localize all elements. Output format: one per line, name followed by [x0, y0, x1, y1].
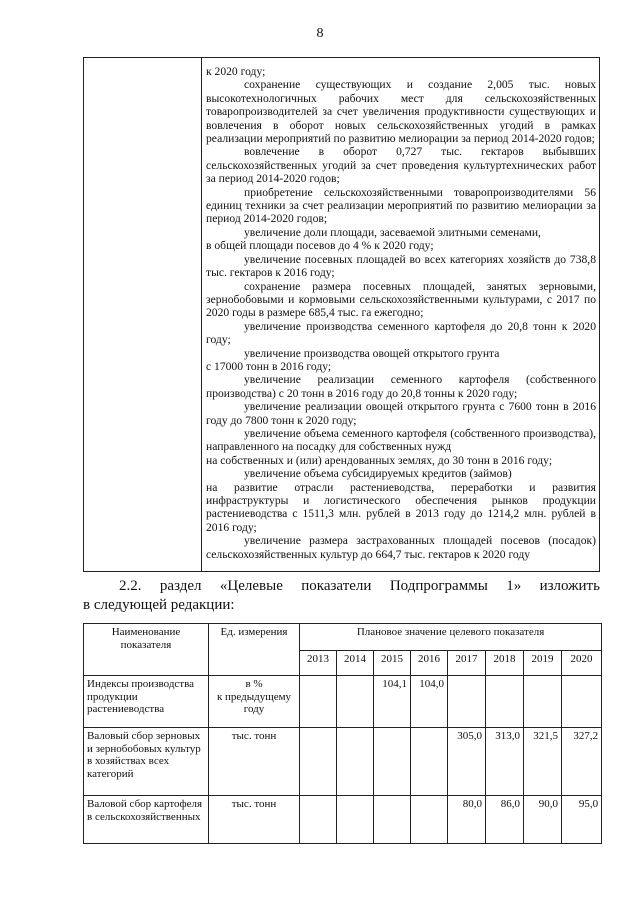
value-cell — [448, 676, 486, 728]
header-year: 2014 — [337, 651, 374, 676]
result-paragraph: увеличение производства овощей открытого грунта — [244, 346, 500, 360]
header-year: 2020 — [562, 651, 602, 676]
measures-table-fragment — [83, 57, 600, 572]
value-cell — [300, 728, 337, 796]
section-intro-word: 2.2. — [119, 578, 142, 594]
unit-cell: тыс. тонн — [209, 728, 300, 796]
empty-label-cell — [84, 58, 202, 571]
section-intro-word: изложить — [539, 578, 600, 594]
value-cell: 95,0 — [562, 796, 602, 844]
result-paragraph: на развитие отрасли растениеводства, переработки и развития инфраструктуры и логистического обеспечения рынков продукции растениеводства с 1511,3 млн. рублей в 2013 году до 1214,2 млн. рублей в 2016 году; — [206, 480, 596, 534]
result-paragraph: увеличение доли площади, засеваемой элитными семенами, — [244, 225, 541, 239]
value-cell — [374, 728, 411, 796]
section-intro-word: 1» — [506, 578, 522, 594]
result-paragraph: приобретение сельскохозяйственными товаропроизводителями 56 единиц техники за счет реализации мероприятий по развитию мелиорации за период 2014-2020 годов; — [206, 185, 596, 226]
result-paragraph: на собственных и (или) арендованных землях, до 30 тонн в 2016 году; — [206, 453, 553, 467]
value-cell: 305,0 — [448, 728, 486, 796]
header-year: 2019 — [524, 651, 562, 676]
result-paragraph: с 17000 тонн в 2016 году; — [206, 359, 332, 373]
value-cell: 104,0 — [411, 676, 448, 728]
target-indicators-table — [83, 623, 602, 844]
header-year: 2016 — [411, 651, 448, 676]
value-cell: 86,0 — [486, 796, 524, 844]
value-cell: 90,0 — [524, 796, 562, 844]
header-year: 2015 — [374, 651, 411, 676]
section-intro — [83, 577, 600, 615]
result-paragraph: увеличение объема субсидируемых кредитов (займов) — [244, 467, 512, 481]
section-intro-word: Подпрограммы — [389, 578, 488, 594]
table-header-row — [84, 624, 602, 651]
unit-cell: тыс. тонн — [209, 796, 300, 844]
value-cell: 313,0 — [486, 728, 524, 796]
value-cell — [411, 728, 448, 796]
value-cell: 327,2 — [562, 728, 602, 796]
unit-cell: в % к предыдущему году — [209, 676, 300, 728]
result-paragraph: увеличение производства семенного картофеля до 20,8 тонн к 2020 году; — [206, 319, 596, 347]
value-cell — [300, 676, 337, 728]
section-intro-line2: в следующей редакции: — [83, 597, 235, 613]
expected-results-text — [206, 65, 596, 561]
result-paragraph: увеличение посевных площадей во всех категориях хозяйств до 738,8 тыс. гектаров к 2016 году; — [206, 252, 596, 280]
value-cell — [486, 676, 524, 728]
value-cell — [300, 796, 337, 844]
result-paragraph: сохранение существующих и создание 2,005 тыс. новых высокотехнологичных рабочих мест для сельскохозяйственных товаропроизводителей за счет увеличения продуктивности существующих и вовлечения в оборот новых сельскохозяйственных угодий в рамках реализации мероприятий по развитию мелиорации за период 2014-2020 годов; — [206, 78, 596, 146]
value-cell — [562, 676, 602, 728]
page-number: 8 — [316, 26, 324, 41]
value-cell: 321,5 — [524, 728, 562, 796]
section-intro-word: показатели — [301, 578, 372, 594]
result-paragraph: увеличение реализации семенного картофеля (собственного производства) с 20 тонн в 2016 году до 20,8 тонны к 2020 году; — [206, 373, 596, 400]
table-row — [84, 676, 602, 728]
header-planned-value: Плановое значение целевого показателя — [300, 624, 602, 651]
value-cell: 104,1 — [374, 676, 411, 728]
value-cell — [337, 796, 374, 844]
value-cell — [524, 676, 562, 728]
result-paragraph: сохранение размера посевных площадей, занятых зерновыми, зернобобовыми и кормовыми сельскохозяйственными культурами, с 2017 по 2020 годы в размере 685,4 тыс. га ежегодно; — [206, 279, 596, 320]
indicator-name-cell: Индексы производства продукции растениеводства — [84, 676, 209, 728]
header-year: 2017 — [448, 651, 486, 676]
header-indicator-name: Наименование показателя — [84, 624, 209, 676]
value-cell: 80,0 — [448, 796, 486, 844]
indicator-name-cell: Валовой сбор картофеля в сельскохозяйственных — [84, 796, 209, 844]
result-paragraph: увеличение реализации овощей открытого грунта с 7600 тонн в 2016 году до 7800 тонн к 2020 году; — [206, 400, 596, 427]
value-cell — [411, 796, 448, 844]
indicator-name-cell: Валовый сбор зерновых и зернобобовых культур в хозяйствах всех категорий — [84, 728, 209, 796]
table-row — [84, 728, 602, 796]
table-row — [84, 796, 602, 844]
result-paragraph: к 2020 году; — [206, 65, 266, 78]
value-cell — [337, 676, 374, 728]
result-paragraph: вовлечение в оборот 0,727 тыс. гектаров выбывших сельскохозяйственных угодий за счет проведения культуртехнических работ за период 2014-2020 годов; — [206, 145, 596, 186]
section-intro-word: раздел — [159, 578, 202, 594]
header-year: 2013 — [300, 651, 337, 676]
section-intro-word: «Целевые — [219, 578, 283, 594]
result-paragraph: увеличение размера застрахованных площадей посевов (посадок) сельскохозяйственных культур до 664,7 тыс. гектаров к 2020 году — [206, 534, 596, 561]
header-unit: Ед. измерения — [209, 624, 300, 676]
header-year: 2018 — [486, 651, 524, 676]
result-paragraph: увеличение объема семенного картофеля (собственного производства), направленного на посадку для собственных нужд — [206, 426, 596, 454]
section-intro-line1 — [83, 577, 600, 596]
result-paragraph: в общей площади посевов до 4 % к 2020 году; — [206, 239, 434, 253]
value-cell — [337, 728, 374, 796]
value-cell — [374, 796, 411, 844]
